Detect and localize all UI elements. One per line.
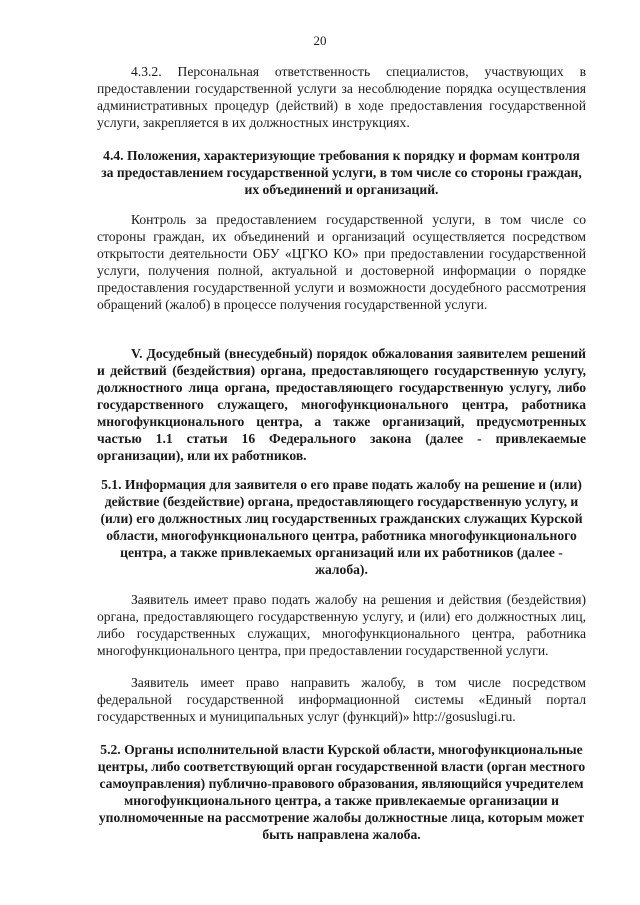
heading-4-4: 4.4. Положения, характеризующие требования к порядку и формам контроля за предоставлением государственной услуги, в том числе со стороны граждан, их объединений и организаций. <box>101 148 582 197</box>
paragraph-5-1-b: Заявитель имеет право направить жалобу, в том числе посредством федеральной государственной информационной системы «Единый портал государственных и муниципальных услуг (функций)» http://gosuslugi.ru. <box>97 675 586 724</box>
paragraph-4-4: Контроль за предоставлением государственной услуги, в том числе со стороны граждан, их объединений и организаций осуществляется посредством открытости деятельности ОБУ «ЦГКО КО» при предоставлении государственной услуги, получения полной, актуальной и достоверной информации о порядке предоставления государственной услуги и возможности досудебного рассмотрения обращений (жалоб) в процессе получения государственной услуги. <box>97 212 586 312</box>
heading-5-1: 5.1. Информация для заявителя о его праве подать жалобу на решение и (или) действие (бездействие) органа, предоставляющего государственную услугу, и (или) его должностных лиц государственных гражданских служащих Курской области, многофункционального центра, работника многофункционального центра, а также привлекаемых организаций или их работников (далее - жалоба). <box>100 477 583 577</box>
heading-section-v: V. Досудебный (внесудебный) порядок обжалования заявителем решений и действий (бездействия) органа, предоставляющего государственную услугу, должностного лица органа, предоставляющего государственную услугу, либо государственного служащего, многофункционального центра, работника многофункционального центра, а также организаций, предусмотренных частью 1.1 статьи 16 Федерального закона (далее - привлекаемые организации), или их работников. <box>97 346 586 463</box>
heading-5-2: 5.2. Органы исполнительной власти Курской области, многофункциональные центры, либо соответствующий орган государственной власти (орган местного самоуправления) публично-правового образования, являющийся учредителем многофункционального центра, а также привлекаемые организации и уполномоченные на рассмотрение жалобы должностные лица, которым может быть направлена жалоба. <box>97 742 586 842</box>
paragraph-4-3-2: 4.3.2. Персональная ответственность специалистов, участвующих в предоставлении государственной услуги за несоблюдение порядка осуществления административных процедур (действий) в ходе предоставления государственной услуги, закрепляется в их должностных инструкциях. <box>97 64 586 130</box>
paragraph-5-1-a: Заявитель имеет право подать жалобу на решения и действия (бездействия) органа, предоставляющего государственную услугу, и (или) его должностных лиц, либо государственных служащих, многофункционального центра, работника многофункционального центра, при предоставлении государственной услуги. <box>97 592 586 658</box>
page-number: 20 <box>313 33 327 48</box>
